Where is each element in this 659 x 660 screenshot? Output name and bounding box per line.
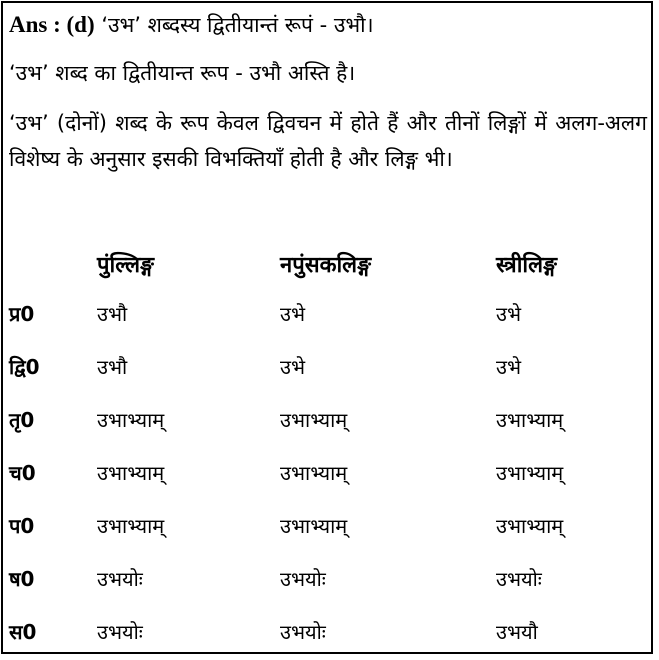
strilinga-form: उभयोः [496,567,542,591]
header-strilinga: स्त्रीलिङ्ग [496,253,557,278]
pumlinga-form: उभौ [97,302,128,326]
strilinga-form: उभे [496,302,522,326]
napumsakalinga-form: उभयोः [280,620,326,644]
case-label: तृ0 [9,408,35,432]
pumlinga-form: उभाभ्याम् [97,514,165,538]
header-napumsakalinga: नपुंसकलिङ्ग [280,253,372,278]
answer-label: Ans : (d) [9,12,95,37]
napumsakalinga-form: उभे [280,302,306,326]
napumsakalinga-form: उभाभ्याम् [280,514,348,538]
hindi-translation-line: ‘उभ’ शब्द का द्वितीयान्त रूप - उभौ अस्ति है। [9,61,356,85]
napumsakalinga-form: उभाभ्याम् [280,461,348,485]
answer-box [1,1,653,654]
header-pumlinga: पुंल्लिङ्ग [97,253,154,278]
table-row [9,552,646,605]
case-label: स0 [9,620,37,644]
table-header-row [9,241,646,287]
case-label: द्वि0 [9,355,40,379]
napumsakalinga-form: उभे [280,355,306,379]
strilinga-form: उभाभ्याम् [496,514,564,538]
pumlinga-form: उभाभ्याम् [97,461,165,485]
table-row [9,605,646,658]
case-label: प्र0 [9,302,35,326]
header-blank [9,241,97,287]
case-label: प0 [9,514,35,538]
napumsakalinga-form: उभयोः [280,567,326,591]
strilinga-form: उभे [496,355,522,379]
table-row [9,499,646,552]
table-row [9,287,646,340]
case-label: च0 [9,461,36,485]
answer-line [9,10,374,40]
pumlinga-form: उभयोः [97,620,143,644]
strilinga-form: उभाभ्याम् [496,461,564,485]
pumlinga-form: उभयोः [97,567,143,591]
explanation-paragraph: ‘उभ’ (दोनों) शब्द के रूप केवल द्विवचन में होते हैं और तीनों लिङ्गों में अलग-अलग विशेष्य के अनुसार इसकी विभक्तियाँ होती है और लिङ्ग भी। [9,111,647,171]
table-row [9,340,646,393]
case-label: ष0 [9,567,35,591]
declension-table [9,241,646,658]
napumsakalinga-form: उभाभ्याम् [280,408,348,432]
table-row [9,393,646,446]
pumlinga-form: उभौ [97,355,128,379]
pumlinga-form: उभाभ्याम् [97,408,165,432]
strilinga-form: उभाभ्याम् [496,408,564,432]
table-row [9,446,646,499]
strilinga-form: उभयौ [496,620,538,644]
answer-text: ‘उभ’ शब्दस्य द्वितीयान्तं रूपं - उभौ। [101,13,374,37]
